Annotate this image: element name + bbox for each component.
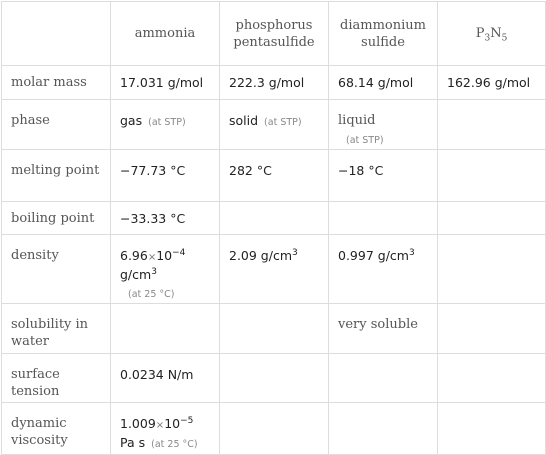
cell-molar-mass-nh4s: 68.14 g/mol xyxy=(329,66,438,100)
table-row xyxy=(2,202,546,235)
row-label-melting-point: melting point xyxy=(2,150,111,202)
cell-phase-p3n5 xyxy=(438,100,546,150)
row-label-dynamic-viscosity: dynamic viscosity xyxy=(2,403,111,455)
density-base: 10 xyxy=(156,248,173,263)
times-sign: × xyxy=(147,252,157,263)
row-label-molar-mass: molar mass xyxy=(2,66,111,100)
header-diammonium-sulfide: diammonium sulfide xyxy=(329,2,438,66)
table-row xyxy=(2,150,546,202)
cell-viscosity-p2s5 xyxy=(220,403,329,455)
cell-surface-tension-ammonia: 0.0234 N/m xyxy=(111,354,220,403)
density-value: 0.997 g/cm xyxy=(338,248,409,263)
cell-surface-tension-nh4s xyxy=(329,354,438,403)
phase-note: (at STP) xyxy=(346,135,384,146)
table-row xyxy=(2,354,546,403)
table-row xyxy=(2,100,546,150)
viscosity-unit: Pa s xyxy=(120,435,146,450)
header-ammonia: ammonia xyxy=(111,2,220,66)
cell-boiling-p2s5 xyxy=(220,202,329,235)
cell-melting-p3n5 xyxy=(438,150,546,202)
phase-value: solid xyxy=(229,113,259,128)
header-p3n5-n: N xyxy=(490,26,502,41)
header-row xyxy=(2,2,546,66)
header-p3n5-sub3: 3 xyxy=(484,33,491,44)
cell-density-p2s5 xyxy=(220,235,329,304)
cell-boiling-nh4s xyxy=(329,202,438,235)
header-p3n5-sub5: 5 xyxy=(501,33,508,44)
cell-phase-p2s5 xyxy=(220,100,329,150)
row-label-phase: phase xyxy=(2,100,111,150)
cell-molar-mass-p2s5: 222.3 g/mol xyxy=(220,66,329,100)
density-unit: g/cm xyxy=(120,267,152,282)
properties-table xyxy=(1,1,546,455)
cell-phase-nh4s xyxy=(329,100,438,150)
row-label-surface-tension: surface tension xyxy=(2,354,111,403)
row-label-solubility: solubility in water xyxy=(2,304,111,354)
table-row xyxy=(2,235,546,304)
table-row xyxy=(2,304,546,354)
cell-melting-ammonia: −77.73 °C xyxy=(111,150,220,202)
phase-value: gas xyxy=(120,113,143,128)
row-label-density: density xyxy=(2,235,111,304)
cell-boiling-ammonia: −33.33 °C xyxy=(111,202,220,235)
cell-phase-ammonia xyxy=(111,100,220,150)
cell-viscosity-ammonia xyxy=(111,403,220,455)
cell-solubility-p3n5 xyxy=(438,304,546,354)
cell-solubility-p2s5 xyxy=(220,304,329,354)
cell-surface-tension-p3n5 xyxy=(438,354,546,403)
viscosity-mantissa: 1.009 xyxy=(120,416,156,431)
cell-molar-mass-ammonia: 17.031 g/mol xyxy=(111,66,220,100)
density-exponent: −4 xyxy=(172,247,186,258)
cell-density-p3n5 xyxy=(438,235,546,304)
header-p3n5 xyxy=(438,2,546,66)
viscosity-note: (at 25 °C) xyxy=(151,439,198,450)
density-unit-exponent: 3 xyxy=(292,247,298,258)
density-note: (at 25 °C) xyxy=(128,289,175,300)
header-phosphorus-pentasulfide: phosphorus pentasulfide xyxy=(220,2,329,66)
cell-density-ammonia xyxy=(111,235,220,304)
cell-melting-p2s5: 282 °C xyxy=(220,150,329,202)
table-row xyxy=(2,66,546,100)
cell-solubility-nh4s: very soluble xyxy=(329,304,438,354)
cell-molar-mass-p3n5: 162.96 g/mol xyxy=(438,66,546,100)
cell-density-nh4s xyxy=(329,235,438,304)
phase-note: (at STP) xyxy=(264,117,302,128)
cell-surface-tension-p2s5 xyxy=(220,354,329,403)
row-label-boiling-point: boiling point xyxy=(2,202,111,235)
cell-viscosity-p3n5 xyxy=(438,403,546,455)
cell-boiling-p3n5 xyxy=(438,202,546,235)
density-unit-exponent: 3 xyxy=(151,266,157,277)
viscosity-base: 10 xyxy=(164,416,181,431)
corner-cell xyxy=(2,2,111,66)
phase-value: liquid xyxy=(338,113,376,128)
cell-solubility-ammonia xyxy=(111,304,220,354)
times-sign: × xyxy=(155,420,165,431)
density-unit-exponent: 3 xyxy=(408,247,415,258)
viscosity-exponent: −5 xyxy=(180,415,194,426)
cell-viscosity-nh4s xyxy=(329,403,438,455)
cell-melting-nh4s: −18 °C xyxy=(329,150,438,202)
density-mantissa: 6.96 xyxy=(120,248,148,263)
density-value: 2.09 g/cm xyxy=(229,248,293,263)
phase-note: (at STP) xyxy=(148,117,186,128)
header-p3n5-p: P xyxy=(475,26,485,41)
table-row xyxy=(2,403,546,455)
